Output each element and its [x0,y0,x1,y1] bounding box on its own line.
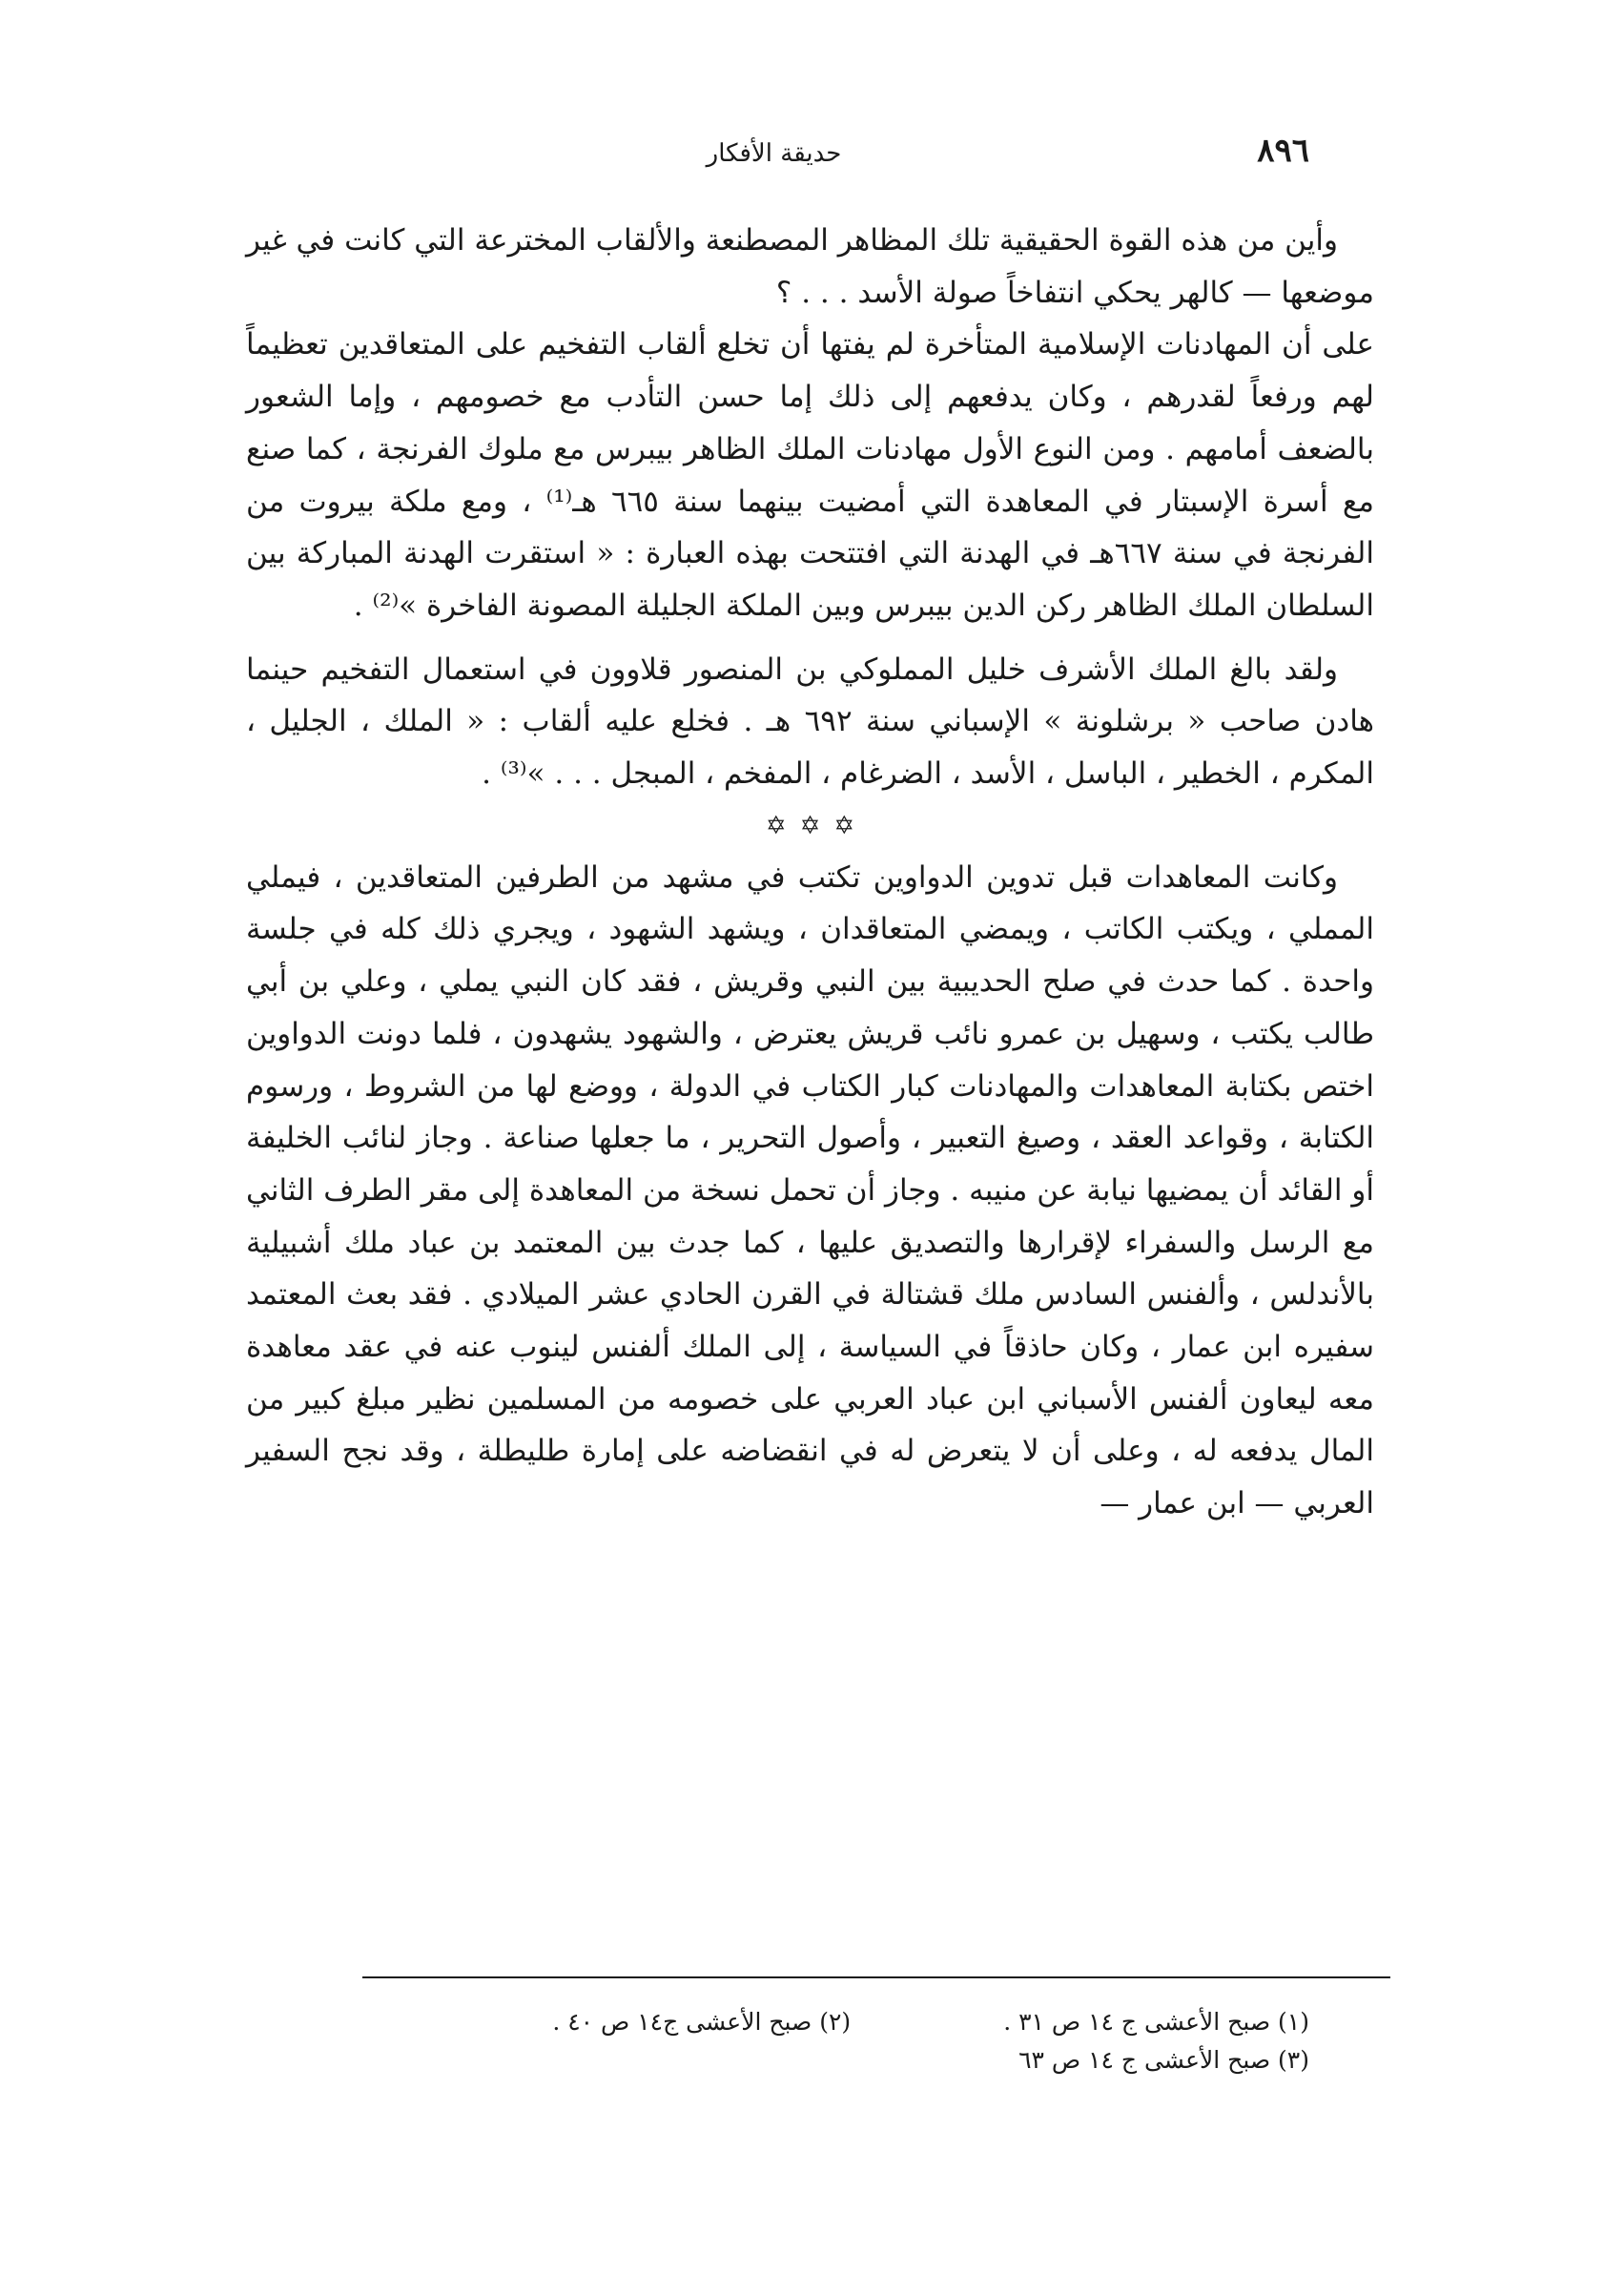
footnote-row [346,2041,1309,2079]
star-ornament: ✡ [765,811,787,840]
section-divider-stars [246,800,1374,852]
star-ornament: ✡ [833,811,855,840]
paragraph-3: ولقد بالغ الملك الأشرف خليل المملوكي بن المنصور قلاوون في استعمال التفخيم حينما هادن صاحب « برشلونة » الإسباني سنة ٦٩٢ هـ . فخلع عليه ألقاب : « الملك ، الجليل ، المكرم ، الخطير ، الباسل ، الأسد ، الضرغام ، المفخم ، المبجل . . . »⁽³⁾ . [246,652,1374,792]
footnotes [346,2003,1309,2079]
footnote-row [346,2003,1309,2041]
footnote-divider [362,1976,1390,1978]
paragraph-4: وكانت المعاهدات قبل تدوين الدواوين تكتب في مشهد من الطرفين المتعاقدين ، فيملي المملي ، ويكتب الكاتب ، ويمضي المتعاقدان ، ويشهد الشهود ، ويجري ذلك كله في جلسة واحدة . كما حدث في صلح الحديبية بين النبي وقريش ، فقد كان النبي يملي ، وعلي بن أبي طالب يكتب ، وسهيل بن عمرو نائب قريش يعترض ، والشهود يشهدون ، فلما دونت الدواوين اختص بكتابة المعاهدات والمهادنات كبار الكتاب في الدولة ، ووضع لها من الشروط ، ورسوم الكتابة ، وقواعد العقد ، وصيغ التعبير ، وأصول التحرير ، ما جعلها صناعة . وجاز لنائب الخليفة أو القائد أن يمضيها نيابة عن منيبه . وجاز أن تحمل نسخة من المعاهدة إلى مقر الطرف الثاني مع الرسل والسفراء لإقرارها والتصديق عليها ، كما جدث بين المعتمد بن عباد ملك أشبيلية بالأندلس ، وألفنس السادس ملك قشتالة في القرن الحادي عشر الميلادي . فقد بعث المعتمد سفيره ابن عمار ، وكان حاذقاً في السياسة ، إلى الملك ألفنس لينوب عنه في عقد معاهدة معه ليعاون ألفنس الأسباني ابن عباد العربي على خصومه من المسلمين نظير مبلغ كبير من المال يدفعه له ، وعلى أن لا يتعرض له في انقضاضه على إمارة طليطلة ، وقد نجح السفير العربي — ابن عمار — [246,859,1374,1521]
page-number: ٨٩٦ [1257,132,1309,170]
footnote-3: (٣) صبح الأعشى ج ١٤ ص ٦٣ [1018,2046,1309,2074]
running-title: حديقة الأفكار [706,139,842,168]
footnote-2: (٢) صبح الأعشى ج١٤ ص ٤٠ . [552,2008,852,2036]
footnote-1: (١) صبح الأعشى ج ١٤ ص ٣١ . [1003,2008,1309,2036]
paragraph-2: على أن المهادنات الإسلامية المتأخرة لم يفتها أن تخلع ألقاب التفخيم على المتعاقدين تعظيماً لهم ورفعاً لقدرهم ، وكان يدفعهم إلى ذلك إما حسن التأدب مع خصومهم ، وإما الشعور بالضعف أمامهم . ومن النوع الأول مهادنات الملك الظاهر بيبرس مع ملوك الفرنجة ، كما صنع مع أسرة الإسبتار في المعاهدة التي أمضيت بينهما سنة ٦٦٥ هـ⁽¹⁾ ، ومع ملكة بيروت من الفرنجة في سنة ٦٦٧هـ في الهدنة التي افتتحت بهذه العبارة : « استقرت الهدنة المباركة بين السلطان الملك الظاهر ركن الدين بيبرس وبين الملكة الجليلة المصونة الفاخرة »⁽²⁾ . [246,327,1375,623]
body-text [246,215,1374,1530]
star-ornament: ✡ [799,811,821,840]
page-header [238,132,1309,179]
paragraph-1: وأين من هذه القوة الحقيقية تلك المظاهر المصطنعة والألقاب المخترعة التي كانت في غير موضعها — كالهر يحكي انتفاخاً صولة الأسد . . . ؟ [246,223,1374,310]
